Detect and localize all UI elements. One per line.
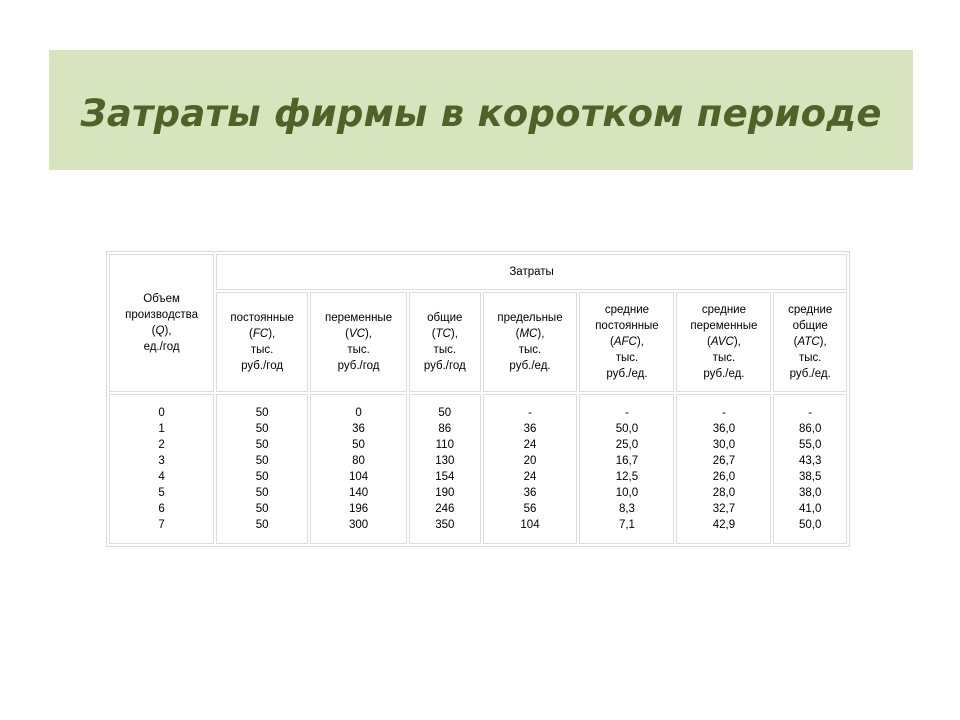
slide-title: Затраты фирмы в коротком периоде	[80, 91, 882, 135]
column-header-afc	[579, 292, 674, 392]
column-header-line: постоянные	[230, 312, 294, 324]
cell-value: 36,0	[712, 423, 736, 435]
column-header-line: общие	[792, 320, 828, 332]
cell-value: 50	[255, 519, 269, 531]
column-header-fc	[216, 292, 308, 392]
cell-value: 50	[255, 407, 269, 419]
column-header-line: переменные	[325, 312, 393, 324]
cell-value: 41,0	[799, 503, 822, 515]
cell-value: 42,9	[712, 519, 736, 531]
column-header-line: тыс.	[433, 344, 457, 356]
column-header-vc	[310, 292, 407, 392]
volume-header	[109, 254, 214, 392]
column-header-line: руб./ед.	[703, 368, 745, 380]
column-header-line: руб./год	[241, 360, 284, 372]
column-header-line: тыс.	[518, 344, 542, 356]
cell-value: 50	[255, 423, 269, 435]
cell-value: 36	[352, 423, 365, 435]
column-header-line: руб./ед.	[789, 368, 831, 380]
column-header-line: тыс.	[250, 344, 274, 356]
cell-value: 80	[352, 455, 365, 467]
column-header-tc	[409, 292, 480, 392]
cell-value: -	[721, 407, 726, 419]
values-cell-mc	[483, 394, 578, 544]
cell-value: 104	[520, 519, 540, 531]
cell-value: 130	[435, 455, 455, 467]
column-header-mc	[483, 292, 578, 392]
volume-value: 5	[158, 487, 165, 499]
cell-value: 28,0	[712, 487, 736, 499]
cell-value: 38,0	[799, 487, 822, 499]
cell-value: 16,7	[615, 455, 639, 467]
cell-value: 12,5	[615, 471, 639, 483]
values-cell-avc	[676, 394, 771, 544]
cell-value: 86,0	[799, 423, 822, 435]
volume-header-line: (Q),	[151, 325, 172, 337]
volume-value: 7	[158, 519, 165, 531]
cell-value: 7,1	[618, 519, 635, 531]
cell-value: 140	[348, 487, 369, 499]
costs-group-header: Затраты	[216, 254, 847, 290]
cell-value: 50	[352, 439, 365, 451]
column-header-row	[109, 292, 847, 392]
column-header-line: постоянные	[595, 320, 659, 332]
volume-value: 6	[158, 503, 165, 515]
cell-value: 110	[435, 439, 454, 451]
cell-value: 38,5	[799, 471, 822, 483]
volume-value: 0	[158, 407, 165, 419]
column-header-line: средние	[701, 304, 746, 316]
column-header-line: (MC),	[515, 328, 545, 340]
data-row	[109, 394, 847, 544]
cell-value: 30,0	[712, 439, 736, 451]
cell-value: 50	[438, 407, 452, 419]
values-cell-afc	[579, 394, 674, 544]
cell-value: 24	[523, 439, 537, 451]
volume-values-cell	[109, 394, 214, 544]
column-header-atc	[773, 292, 847, 392]
column-header-line: тыс.	[712, 352, 736, 364]
header-group-row	[109, 254, 847, 290]
cell-value: 36	[523, 487, 537, 499]
cell-value: 300	[348, 519, 369, 531]
cell-value: 104	[348, 471, 369, 483]
cell-value: -	[808, 407, 813, 419]
cell-value: 50	[255, 439, 269, 451]
column-header-line: руб./ед.	[606, 368, 648, 380]
column-header-line: руб./год	[423, 360, 466, 372]
cell-value: 20	[523, 455, 537, 467]
volume-header-line: Объем	[143, 293, 180, 305]
cell-value: 26,7	[712, 455, 736, 467]
column-header-line: переменные	[690, 320, 758, 332]
values-cell-tc	[409, 394, 480, 544]
column-header-line: тыс.	[615, 352, 639, 364]
cell-value: -	[625, 407, 629, 419]
volume-value: 3	[158, 455, 165, 467]
title-band	[49, 50, 913, 170]
cell-value: 50,0	[799, 519, 822, 531]
cell-value: 25,0	[615, 439, 639, 451]
cell-value: 196	[348, 503, 369, 515]
volume-header-line: ед./год	[143, 341, 180, 353]
cell-value: 350	[435, 519, 455, 531]
column-header-line: предельные	[497, 312, 563, 324]
volume-value: 1	[158, 423, 165, 435]
cell-value: 0	[355, 407, 362, 419]
column-header-line: руб./ед.	[509, 360, 551, 372]
cell-value: 50	[255, 487, 269, 499]
volume-header-line: производства	[125, 309, 199, 321]
column-header-line: средние	[604, 304, 650, 316]
cell-value: 32,7	[712, 503, 736, 515]
cell-value: 36	[523, 423, 537, 435]
column-header-line: (TC),	[431, 328, 458, 340]
cell-value: 50	[255, 503, 269, 515]
cell-value: 190	[435, 487, 455, 499]
volume-value: 4	[158, 471, 165, 483]
cost-table	[106, 251, 850, 547]
cell-value: 50	[255, 471, 269, 483]
cell-value: 56	[523, 503, 537, 515]
cell-value: 43,3	[799, 455, 822, 467]
column-header-line: средние	[788, 304, 833, 316]
cell-value: 55,0	[799, 439, 822, 451]
column-header-avc	[676, 292, 771, 392]
column-header-line: руб./год	[337, 360, 380, 372]
cell-value: 246	[435, 503, 455, 515]
column-header-line: общие	[427, 312, 463, 324]
cell-value: 10,0	[615, 487, 639, 499]
volume-value: 2	[158, 439, 165, 451]
cell-value: 50	[255, 455, 269, 467]
values-cell-vc	[310, 394, 407, 544]
cell-value: 154	[435, 471, 455, 483]
column-header-line: тыс.	[798, 352, 822, 364]
column-header-line: (VC),	[345, 328, 372, 340]
column-header-line: тыс.	[347, 344, 370, 356]
values-cell-atc	[773, 394, 847, 544]
column-header-line: (ATC),	[793, 336, 827, 348]
column-header-line: (AFC),	[610, 336, 644, 348]
cell-value: 50,0	[615, 423, 639, 435]
cell-value: -	[528, 407, 532, 419]
cell-value: 8,3	[618, 503, 635, 515]
cell-value: 26,0	[712, 471, 736, 483]
column-header-line: (AVC),	[706, 336, 741, 348]
cell-value: 86	[438, 423, 452, 435]
cell-value: 24	[523, 471, 537, 483]
column-header-line: (FC),	[249, 328, 276, 340]
values-cell-fc	[216, 394, 308, 544]
